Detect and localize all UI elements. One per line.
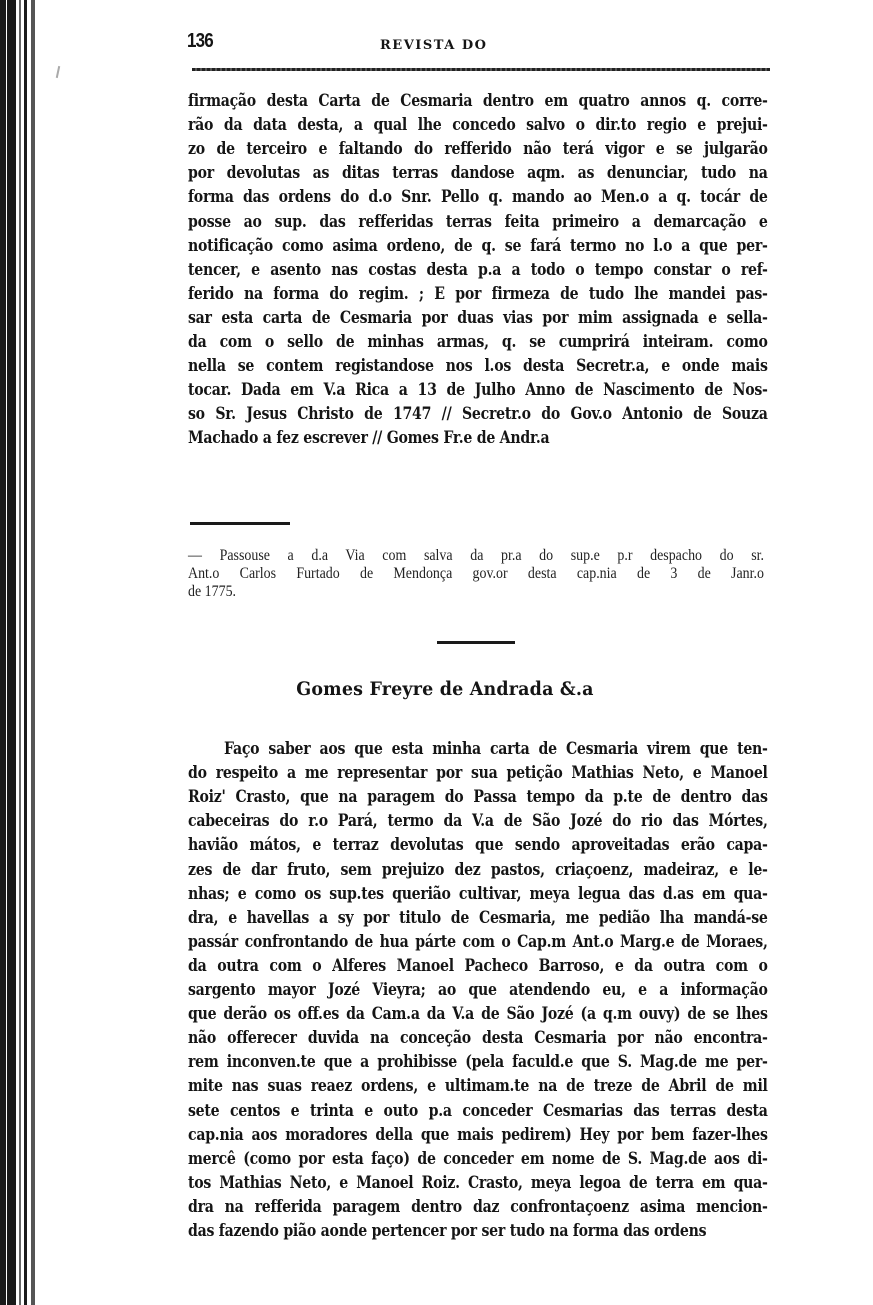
- text-line: [188, 403, 768, 425]
- text-line-content: dra, e havellas a sy por titulo de Cesmaria, me pedião lha mandá-se: [188, 907, 768, 927]
- text-line: [188, 235, 768, 257]
- text-line: [188, 138, 768, 160]
- text-line: [188, 883, 768, 905]
- text-line: [224, 738, 768, 760]
- text-line: [188, 762, 768, 784]
- text-line: [188, 427, 687, 449]
- text-line-content: que derão os off.es da Cam.a da V.a de São Jozé (a q.m ouvy) de se lhes: [188, 1004, 768, 1024]
- text-line-content: da com o sello de minhas armas, q. se cumprirá inteiram. como: [188, 332, 768, 351]
- text-line: [188, 307, 768, 329]
- text-line: [188, 565, 764, 583]
- text-line-content: rem inconven.te que a prohibisse (pela faculd.e que S. Mag.de me per-: [188, 1052, 768, 1072]
- text-line-content: sete centos e trinta e outo p.a conceder Cesmarias das terras desta: [188, 1100, 768, 1120]
- text-line-content: dra na refferida paragem dentro daz confrontaçoenz asima mencion-: [188, 1196, 768, 1216]
- section-divider: [437, 641, 515, 644]
- text-line: [188, 979, 768, 1001]
- text-line: [188, 834, 768, 856]
- text-line: [188, 907, 768, 929]
- text-line-content: tencer, e asento nas costas desta p.a a todo o tempo constar o ref-: [188, 259, 768, 279]
- running-title: REVISTA DO: [380, 38, 488, 53]
- text-line: [188, 211, 768, 233]
- text-line: [188, 1196, 768, 1218]
- text-line-content: das fazendo pião aonde pertencer por ser tudo na forma das ordens: [188, 1221, 707, 1240]
- section-heading-text: Gomes Freyre de Andrada &.a: [296, 678, 594, 700]
- header-rule: [192, 68, 770, 71]
- text-line: [188, 1003, 768, 1025]
- text-line-content: cap.nia aos moradores della que mais pedirem) Hey por bem fazer-lhes: [188, 1124, 768, 1144]
- text-line: [188, 583, 764, 601]
- text-line-content: passár confrontando de hua párte com o Cap.m Ant.o Marg.e de Moraes,: [188, 931, 768, 951]
- text-line-content: posse ao sup. das refferidas terras feita primeiro a demarcação e: [188, 211, 768, 231]
- text-line: [188, 859, 768, 881]
- text-line: [188, 379, 768, 401]
- page-number: 136: [187, 30, 213, 52]
- text-line: [188, 1075, 768, 1097]
- section-heading: [0, 678, 873, 700]
- text-line-content: mite nas suas reaez ordens, e ultimam.te na de treze de Abril de mil: [188, 1076, 768, 1096]
- text-line-content: tocar. Dada em V.a Rica a 13 de Julho Anno de Nascimento de Nos-: [188, 380, 768, 400]
- text-line-content: rão da data desta, a qual lhe concedo salvo o dir.to regio e prejui-: [188, 115, 768, 135]
- text-line: [188, 931, 768, 953]
- text-line-content: de 1775.: [188, 583, 237, 600]
- text-line: [188, 283, 768, 305]
- text-line: [188, 1100, 768, 1122]
- text-line-content: havião mátos, e terraz devolutas que sendo aproveitadas erão capa-: [188, 835, 768, 855]
- text-line: [188, 1051, 768, 1073]
- text-line-content: so Sr. Jesus Christo de 1747 // Secretr.o do Gov.o Antonio de Souza: [188, 404, 768, 424]
- text-line-content: zes de dar fruto, sem prejuizo dez pastos, criaçoenz, madeiraz, e le-: [188, 859, 768, 879]
- text-line: [188, 955, 768, 977]
- text-line: [188, 1172, 768, 1194]
- text-line-content: firmação desta Carta de Cesmaria dentro em quatro annos q. corre-: [188, 91, 768, 110]
- text-line: [188, 547, 764, 565]
- text-line-content: — Passouse a d.a Via com salva da pr.a do sup.e p.r despacho do sr.: [188, 547, 764, 564]
- text-line-content: tos Mathias Neto, e Manoel Roiz. Crasto, meya legoa de terra em qua-: [188, 1172, 768, 1192]
- text-line-content: da outra com o Alferes Manoel Pacheco Barroso, e da outra com o: [188, 955, 768, 975]
- text-line-content: Faço saber aos que esta minha carta de Cesmaria virem que ten-: [224, 739, 768, 758]
- text-line: [188, 90, 768, 112]
- text-line: [188, 114, 768, 136]
- text-line-content: Ant.o Carlos Furtado de Mendonça gov.or desta cap.nia de 3 de Janr.o: [188, 565, 764, 582]
- text-line-content: sargento mayor Jozé Vieyra; ao que atendendo eu, e a informação: [188, 980, 768, 999]
- text-line: [188, 1148, 768, 1170]
- text-line: [188, 1220, 707, 1242]
- book-binding-edge: [0, 0, 40, 1305]
- text-line: [188, 1124, 768, 1146]
- text-line-content: forma das ordens do d.o Snr. Pello q. mando ao Men.o a q. tocár de: [188, 187, 768, 207]
- text-line: [188, 786, 768, 808]
- text-line-content: cabeceiras do r.o Pará, termo da V.a de São Jozé do rio das Mórtes,: [188, 811, 768, 831]
- text-line-content: Machado a fez escrever // Gomes Fr.e de Andr.a: [188, 428, 550, 448]
- text-line: [188, 162, 768, 184]
- text-line-content: ferido na forma do regim. ; E por firmeza de tudo lhe mandei pas-: [188, 283, 768, 303]
- text-line-content: nella se contem registandose nos l.os desta Secretr.a, e onde mais: [188, 356, 768, 376]
- text-line-content: nhas; e como os sup.tes querião cultivar, meya legua das d.as em qua-: [188, 883, 768, 903]
- text-line: [188, 331, 768, 353]
- text-line: [188, 186, 768, 208]
- text-line-content: não offerecer duvida na conceção desta Cesmaria por não encontra-: [188, 1028, 768, 1048]
- scan-speck: [56, 66, 60, 78]
- text-line-content: do respeito a me representar por sua petição Mathias Neto, e Manoel: [188, 763, 768, 783]
- text-line: [188, 810, 768, 832]
- text-line-content: sar esta carta de Cesmaria por duas vias por mim assignada e sella-: [188, 307, 768, 327]
- text-line-content: Roiz' Crasto, que na paragem do Passa tempo da p.te de dentro das: [188, 787, 768, 807]
- text-line-content: notificação como asima ordeno, de q. se fará termo no l.o a que per-: [188, 235, 768, 255]
- text-line-content: por devolutas as ditas terras dandose aqm. as denunciar, tudo na: [188, 163, 768, 183]
- text-line: [188, 1027, 768, 1049]
- footnote-rule: [190, 522, 290, 525]
- text-line-content: zo de terceiro e faltando do refferido não terá vigor e se julgarão: [188, 139, 768, 159]
- text-line-content: mercê (como por esta faço) de conceder em nome de S. Mag.de aos di-: [188, 1148, 768, 1168]
- text-line: [188, 259, 768, 281]
- text-line: [188, 355, 768, 377]
